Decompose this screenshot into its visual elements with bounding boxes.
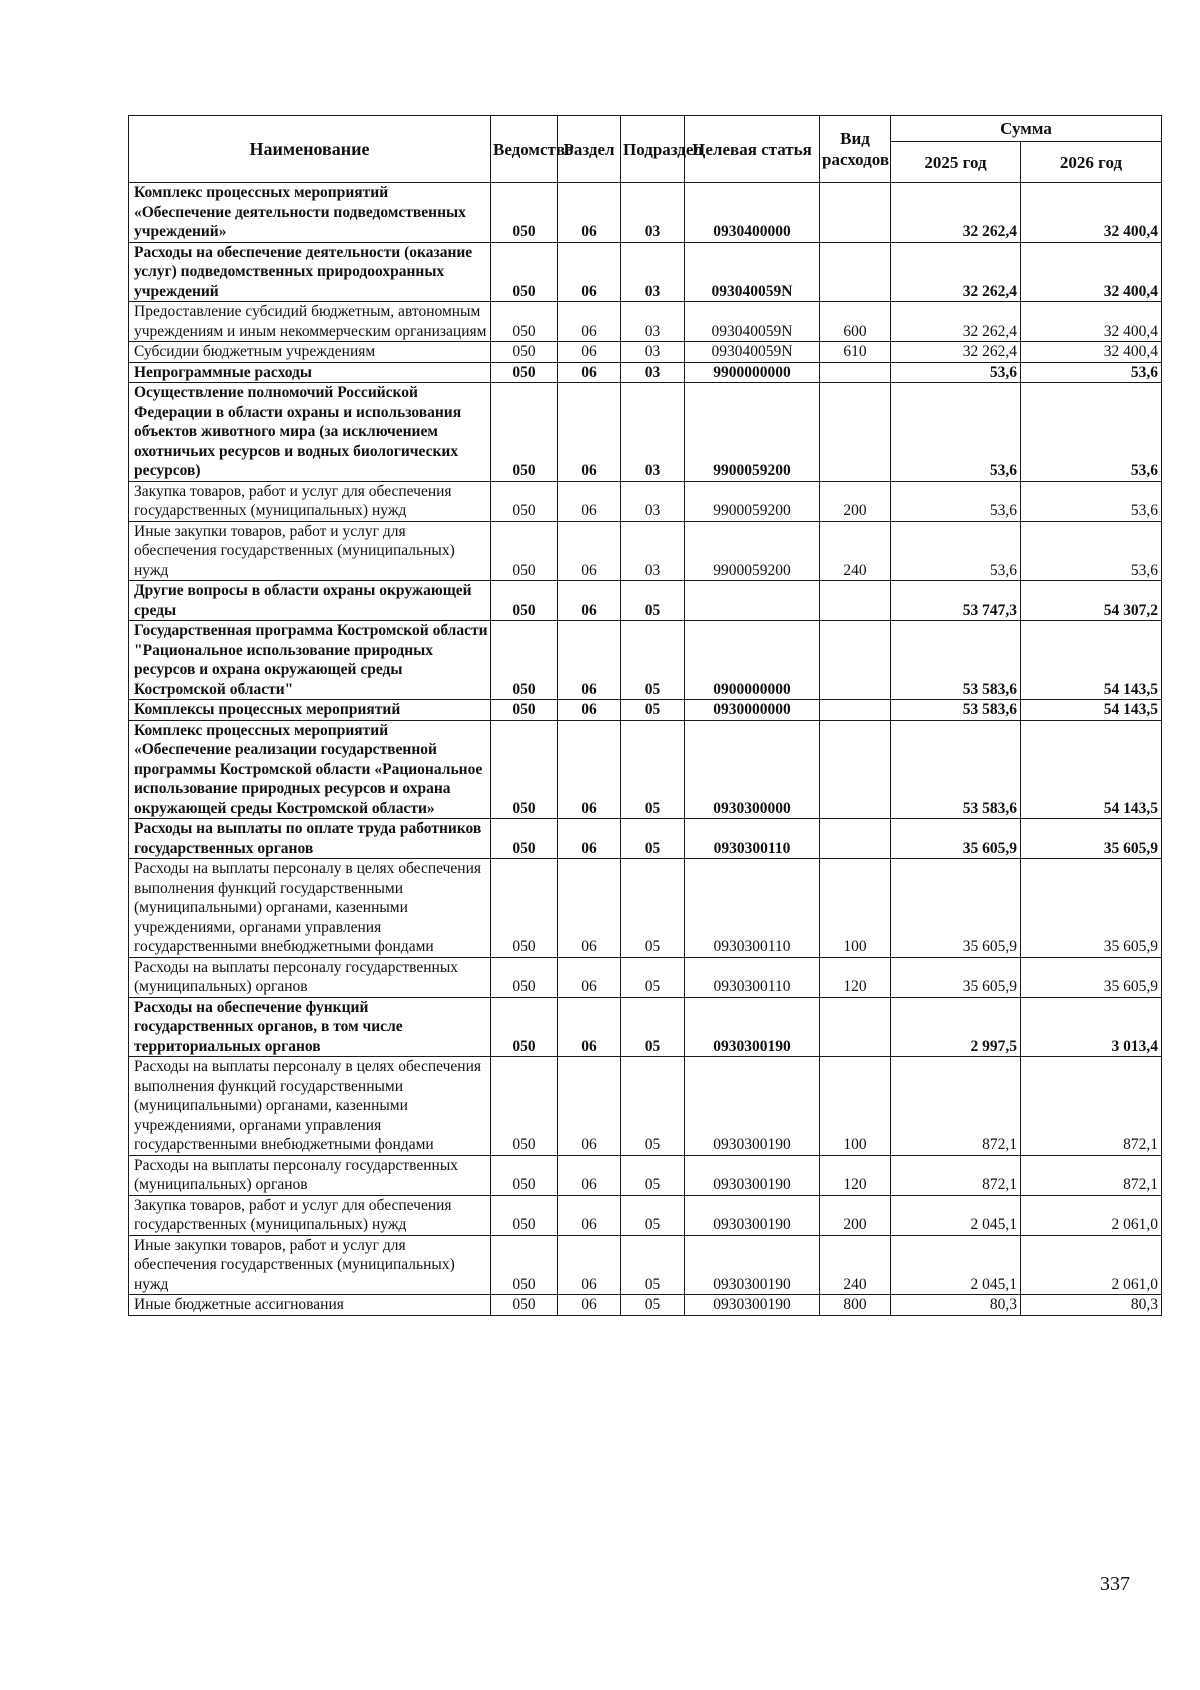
cell-sum-2026: 32 400,4 [1021,183,1162,243]
cell-sum-2026: 53,6 [1021,383,1162,482]
cell-vid-raskhodov [820,621,891,700]
cell-vid-raskhodov [820,720,891,819]
cell-tselevaya-statya: 9900000000 [685,362,820,383]
cell-name: Непрограммные расходы [129,362,491,383]
cell-podrazdel: 03 [621,383,685,482]
cell-sum-2025: 2 045,1 [891,1195,1021,1235]
cell-vid-raskhodov: 240 [820,1235,891,1295]
table-row [129,700,1162,721]
cell-razdel: 06 [558,700,621,721]
cell-name: Иные закупки товаров, работ и услуг для обеспечения государственных (муниципальных) нужд [129,521,491,581]
cell-tselevaya-statya: 0930300190 [685,1235,820,1295]
cell-sum-2026: 54 143,5 [1021,621,1162,700]
cell-vid-raskhodov: 610 [820,342,891,363]
table-row [129,1295,1162,1316]
cell-sum-2026: 54 143,5 [1021,720,1162,819]
table-row [129,183,1162,243]
cell-name: Иные бюджетные ассигнования [129,1295,491,1316]
cell-sum-2025: 32 262,4 [891,242,1021,302]
cell-vid-raskhodov [820,183,891,243]
header-year-2025: 2025 год [891,142,1021,183]
cell-tselevaya-statya: 093040059N [685,342,820,363]
table-row [129,521,1162,581]
cell-vedomstvo: 050 [491,859,558,958]
cell-podrazdel: 05 [621,1235,685,1295]
cell-vid-raskhodov [820,581,891,621]
cell-sum-2025: 32 262,4 [891,342,1021,363]
cell-sum-2026: 872,1 [1021,1057,1162,1156]
cell-sum-2025: 53 583,6 [891,700,1021,721]
cell-vid-raskhodov [820,362,891,383]
cell-sum-2026: 53,6 [1021,481,1162,521]
cell-sum-2025: 53,6 [891,383,1021,482]
header-podrazdel: Подраздел [621,116,685,183]
cell-podrazdel: 05 [621,1295,685,1316]
cell-podrazdel: 03 [621,242,685,302]
cell-sum-2026: 80,3 [1021,1295,1162,1316]
cell-podrazdel: 05 [621,859,685,958]
cell-podrazdel: 05 [621,819,685,859]
cell-vedomstvo: 050 [491,362,558,383]
cell-sum-2025: 35 605,9 [891,819,1021,859]
cell-tselevaya-statya: 0930300190 [685,1295,820,1316]
cell-razdel: 06 [558,242,621,302]
cell-sum-2026: 54 307,2 [1021,581,1162,621]
cell-tselevaya-statya: 093040059N [685,302,820,342]
cell-razdel: 06 [558,621,621,700]
cell-sum-2025: 53,6 [891,481,1021,521]
cell-podrazdel: 05 [621,997,685,1057]
cell-vid-raskhodov [820,819,891,859]
cell-vedomstvo: 050 [491,1235,558,1295]
cell-podrazdel: 03 [621,481,685,521]
table-row [129,1235,1162,1295]
table-row [129,383,1162,482]
table-body [129,183,1162,1316]
cell-sum-2026: 2 061,0 [1021,1235,1162,1295]
cell-sum-2026: 35 605,9 [1021,819,1162,859]
cell-vid-raskhodov: 240 [820,521,891,581]
budget-table [128,115,1162,1316]
table-row [129,242,1162,302]
table-row [129,481,1162,521]
cell-vid-raskhodov: 200 [820,1195,891,1235]
cell-sum-2026: 3 013,4 [1021,997,1162,1057]
table-row [129,1195,1162,1235]
cell-vedomstvo: 050 [491,183,558,243]
table-row [129,1057,1162,1156]
cell-razdel: 06 [558,720,621,819]
cell-vedomstvo: 050 [491,720,558,819]
cell-tselevaya-statya: 0930300110 [685,859,820,958]
cell-sum-2025: 53 583,6 [891,720,1021,819]
cell-tselevaya-statya: 9900059200 [685,481,820,521]
cell-podrazdel: 03 [621,362,685,383]
cell-tselevaya-statya: 0900000000 [685,621,820,700]
cell-name: Расходы на обеспечение функций государственных органов, в том числе территориальных органов [129,997,491,1057]
cell-sum-2025: 872,1 [891,1155,1021,1195]
cell-vedomstvo: 050 [491,621,558,700]
cell-podrazdel: 05 [621,1057,685,1156]
cell-tselevaya-statya: 9900059200 [685,521,820,581]
table-row [129,819,1162,859]
table-row [129,720,1162,819]
cell-tselevaya-statya: 0930300000 [685,720,820,819]
table-row [129,957,1162,997]
cell-sum-2026: 872,1 [1021,1155,1162,1195]
cell-sum-2026: 53,6 [1021,521,1162,581]
cell-vid-raskhodov [820,242,891,302]
cell-vedomstvo: 050 [491,302,558,342]
cell-sum-2025: 53 583,6 [891,621,1021,700]
cell-vid-raskhodov: 100 [820,859,891,958]
cell-razdel: 06 [558,859,621,958]
cell-tselevaya-statya [685,581,820,621]
cell-sum-2026: 35 605,9 [1021,957,1162,997]
cell-sum-2025: 80,3 [891,1295,1021,1316]
cell-vid-raskhodov: 120 [820,957,891,997]
table-row [129,581,1162,621]
cell-podrazdel: 05 [621,621,685,700]
cell-vedomstvo: 050 [491,521,558,581]
cell-podrazdel: 03 [621,342,685,363]
cell-podrazdel: 05 [621,957,685,997]
cell-podrazdel: 05 [621,720,685,819]
cell-vedomstvo: 050 [491,997,558,1057]
cell-name: Расходы на обеспечение деятельности (оказание услуг) подведомственных природоохранных учреждений [129,242,491,302]
page-number: 337 [1100,1573,1130,1595]
cell-vedomstvo: 050 [491,242,558,302]
cell-sum-2026: 35 605,9 [1021,859,1162,958]
cell-razdel: 06 [558,521,621,581]
table-row [129,859,1162,958]
cell-tselevaya-statya: 0930300110 [685,957,820,997]
cell-name: Осуществление полномочий Российской Федерации в области охраны и использования объектов животного мира (за исключением охотничьих ресурсов и водных биологических ресурсов) [129,383,491,482]
table-row [129,302,1162,342]
cell-name: Другие вопросы в области охраны окружающей среды [129,581,491,621]
header-year-2026: 2026 год [1021,142,1162,183]
cell-sum-2025: 35 605,9 [891,957,1021,997]
cell-razdel: 06 [558,1155,621,1195]
cell-razdel: 06 [558,1195,621,1235]
table-row [129,621,1162,700]
cell-name: Комплекс процессных мероприятий «Обеспечение реализации государственной программы Костромской области «Рациональное использование природных ресурсов и охрана окружающей среды Костромской области» [129,720,491,819]
cell-vid-raskhodov: 100 [820,1057,891,1156]
cell-vedomstvo: 050 [491,1295,558,1316]
cell-vedomstvo: 050 [491,581,558,621]
header-summa: Сумма [891,116,1162,142]
table-row [129,997,1162,1057]
cell-sum-2026: 32 400,4 [1021,242,1162,302]
cell-tselevaya-statya: 0930300110 [685,819,820,859]
cell-name: Расходы на выплаты по оплате труда работников государственных органов [129,819,491,859]
cell-razdel: 06 [558,183,621,243]
cell-podrazdel: 05 [621,1155,685,1195]
cell-tselevaya-statya: 0930300190 [685,1057,820,1156]
cell-tselevaya-statya: 0930400000 [685,183,820,243]
cell-razdel: 06 [558,1057,621,1156]
cell-vedomstvo: 050 [491,819,558,859]
cell-name: Предоставление субсидий бюджетным, автономным учреждениям и иным некоммерческим организациям [129,302,491,342]
cell-vedomstvo: 050 [491,383,558,482]
cell-sum-2025: 32 262,4 [891,302,1021,342]
cell-name: Расходы на выплаты персоналу в целях обеспечения выполнения функций государственными (муниципальными) органами, казенными учреждениями, органами управления государственными внебюджетными фондами [129,859,491,958]
cell-sum-2026: 54 143,5 [1021,700,1162,721]
cell-razdel: 06 [558,581,621,621]
cell-tselevaya-statya: 0930300190 [685,1155,820,1195]
cell-podrazdel: 03 [621,183,685,243]
cell-razdel: 06 [558,819,621,859]
cell-vid-raskhodov: 200 [820,481,891,521]
cell-sum-2025: 2 997,5 [891,997,1021,1057]
cell-podrazdel: 05 [621,581,685,621]
cell-podrazdel: 03 [621,302,685,342]
cell-razdel: 06 [558,481,621,521]
cell-tselevaya-statya: 9900059200 [685,383,820,482]
cell-name: Закупка товаров, работ и услуг для обеспечения государственных (муниципальных) нужд [129,481,491,521]
cell-sum-2025: 872,1 [891,1057,1021,1156]
header-name: Наименование [129,116,491,183]
cell-razdel: 06 [558,957,621,997]
cell-vid-raskhodov [820,700,891,721]
cell-name: Расходы на выплаты персоналу государственных (муниципальных) органов [129,957,491,997]
cell-sum-2025: 2 045,1 [891,1235,1021,1295]
cell-vedomstvo: 050 [491,481,558,521]
cell-podrazdel: 05 [621,700,685,721]
header-tselevaya-statya: Целевая статья [685,116,820,183]
cell-sum-2026: 2 061,0 [1021,1195,1162,1235]
cell-tselevaya-statya: 0930300190 [685,997,820,1057]
cell-name: Иные закупки товаров, работ и услуг для обеспечения государственных (муниципальных) нужд [129,1235,491,1295]
cell-sum-2026: 32 400,4 [1021,302,1162,342]
table-row [129,362,1162,383]
cell-razdel: 06 [558,342,621,363]
cell-razdel: 06 [558,1295,621,1316]
cell-vedomstvo: 050 [491,1155,558,1195]
cell-sum-2026: 32 400,4 [1021,342,1162,363]
cell-name: Субсидии бюджетным учреждениям [129,342,491,363]
header-vedomstvo: Ведомство [491,116,558,183]
cell-razdel: 06 [558,997,621,1057]
cell-vid-raskhodov: 800 [820,1295,891,1316]
cell-sum-2026: 53,6 [1021,362,1162,383]
cell-sum-2025: 53 747,3 [891,581,1021,621]
header-vid-raskhodov: Вид расходов [820,116,891,183]
cell-tselevaya-statya: 093040059N [685,242,820,302]
cell-vedomstvo: 050 [491,1057,558,1156]
cell-name: Расходы на выплаты персоналу государственных (муниципальных) органов [129,1155,491,1195]
cell-sum-2025: 32 262,4 [891,183,1021,243]
cell-razdel: 06 [558,1235,621,1295]
cell-name: Комплекс процессных мероприятий «Обеспечение деятельности подведомственных учреждений» [129,183,491,243]
cell-vid-raskhodov [820,997,891,1057]
cell-vedomstvo: 050 [491,957,558,997]
cell-sum-2025: 35 605,9 [891,859,1021,958]
cell-sum-2025: 53,6 [891,362,1021,383]
cell-name: Закупка товаров, работ и услуг для обеспечения государственных (муниципальных) нужд [129,1195,491,1235]
cell-name: Комплексы процессных мероприятий [129,700,491,721]
cell-vedomstvo: 050 [491,342,558,363]
cell-name: Государственная программа Костромской области "Рациональное использование природных ресурсов и охрана окружающей среды Костромской области" [129,621,491,700]
cell-tselevaya-statya: 0930000000 [685,700,820,721]
cell-razdel: 06 [558,302,621,342]
cell-podrazdel: 05 [621,1195,685,1235]
cell-vedomstvo: 050 [491,700,558,721]
cell-vid-raskhodov: 600 [820,302,891,342]
cell-razdel: 06 [558,383,621,482]
table-row [129,1155,1162,1195]
cell-razdel: 06 [558,362,621,383]
cell-tselevaya-statya: 0930300190 [685,1195,820,1235]
cell-vid-raskhodov: 120 [820,1155,891,1195]
cell-sum-2025: 53,6 [891,521,1021,581]
cell-vedomstvo: 050 [491,1195,558,1235]
cell-vid-raskhodov [820,383,891,482]
table-row [129,342,1162,363]
cell-podrazdel: 03 [621,521,685,581]
header-razdel: Раздел [558,116,621,183]
cell-name: Расходы на выплаты персоналу в целях обеспечения выполнения функций государственными (муниципальными) органами, казенными учреждениями, органами управления государственными внебюджетными фондами [129,1057,491,1156]
